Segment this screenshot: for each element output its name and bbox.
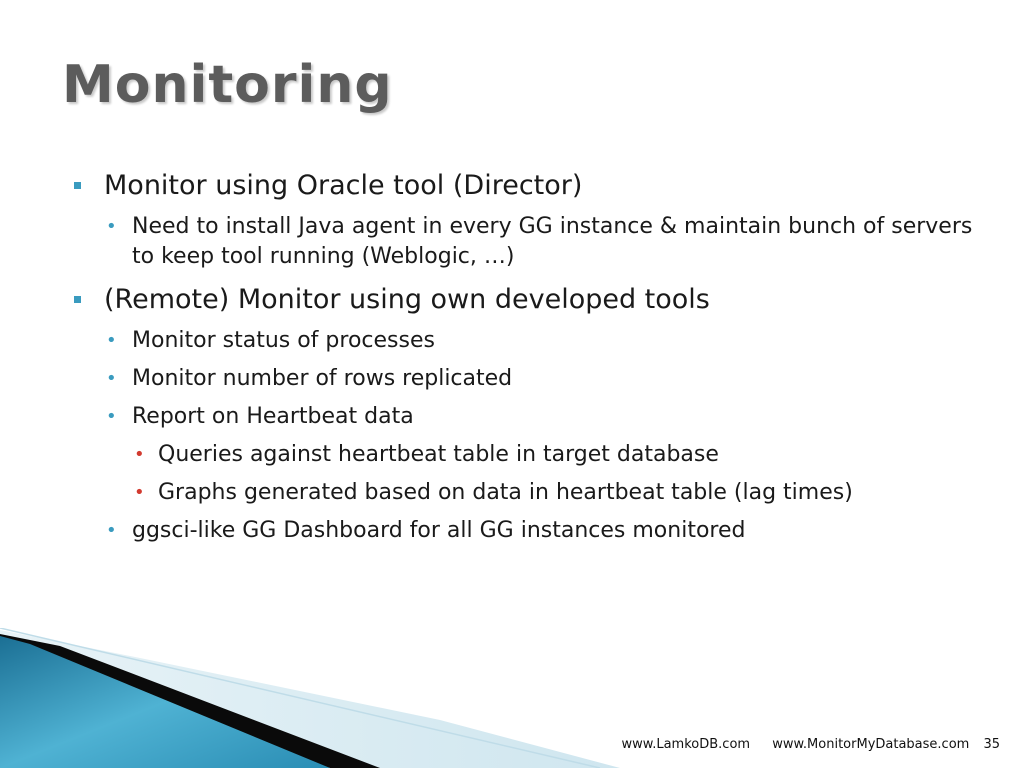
bullet-list (74, 168, 974, 546)
square-bullet-icon (74, 182, 81, 189)
bullet-text: Monitor status of processes (132, 328, 435, 353)
bullet-text: Monitor number of rows replicated (132, 366, 513, 391)
bullet-item (74, 212, 974, 272)
bullet-item (74, 402, 974, 432)
dot-bullet-icon: • (106, 406, 117, 427)
slide-title: Monitoring (62, 55, 393, 115)
square-bullet-icon (74, 296, 81, 303)
red-dot-bullet-icon: • (134, 444, 145, 465)
dot-bullet-icon: • (106, 368, 117, 389)
bullet-item (74, 168, 974, 204)
bullet-text: ggsci-like GG Dashboard for all GG instances monitored (132, 518, 746, 543)
bullet-item (74, 440, 974, 470)
bullet-item (74, 326, 974, 356)
dot-bullet-icon: • (106, 330, 117, 351)
bullet-item (74, 364, 974, 394)
bullet-item (74, 282, 974, 318)
slide-footer (622, 737, 1000, 752)
dot-bullet-icon: • (106, 216, 117, 237)
bullet-text: Need to install Java agent in every GG instance & maintain bunch of servers to keep tool running (Weblogic, …) (132, 214, 973, 269)
bullet-text: (Remote) Monitor using own developed tools (104, 284, 710, 315)
red-dot-bullet-icon: • (134, 482, 145, 503)
page-number: 35 (983, 737, 1000, 752)
bullet-text: Queries against heartbeat table in target database (158, 442, 719, 467)
dot-bullet-icon: • (106, 520, 117, 541)
bullet-text: Graphs generated based on data in heartbeat table (lag times) (158, 480, 853, 505)
footer-site-lamkodb: www.LamkoDB.com (621, 737, 751, 752)
bullet-item (74, 478, 974, 508)
bullet-text: Monitor using Oracle tool (Director) (104, 170, 583, 201)
bullet-item (74, 516, 974, 546)
footer-site-monitormydatabase: www.MonitorMyDatabase.com (772, 737, 970, 752)
bullet-text: Report on Heartbeat data (132, 404, 414, 429)
